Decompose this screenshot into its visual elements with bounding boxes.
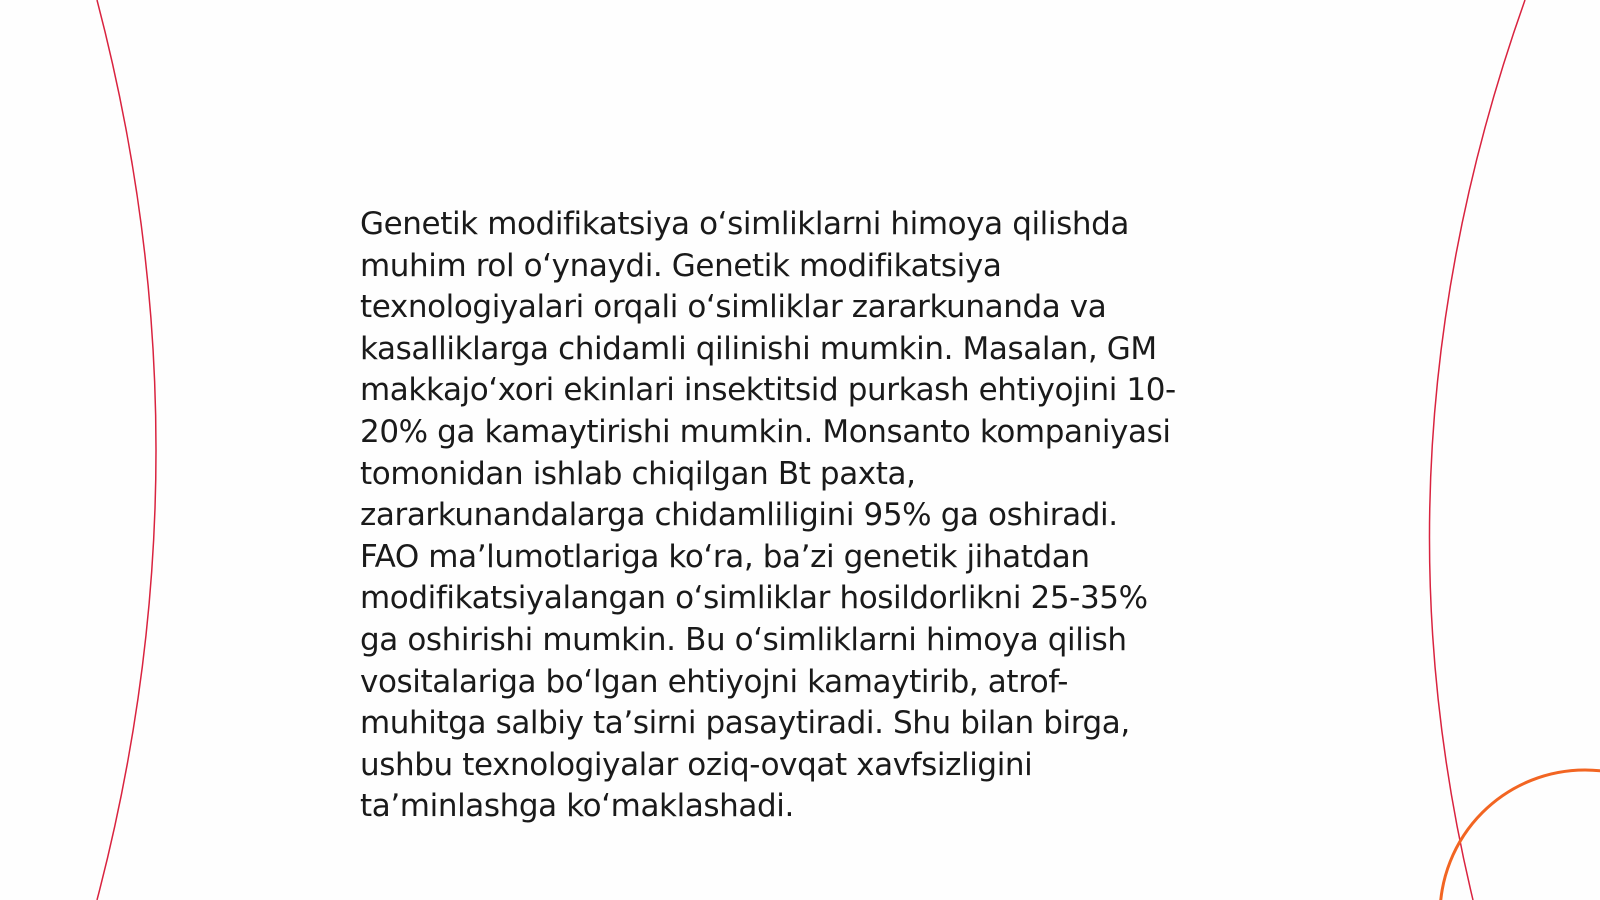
text-line: makkajo‘xori ekinlari insektitsid purkash ehtiyojini 10- — [360, 372, 1176, 409]
text-line: texnologiyalari orqali o‘simliklar zararkunanda va — [360, 289, 1107, 326]
text-line: ta’minlashga ko‘maklashadi. — [360, 788, 794, 825]
text-line: modifikatsiyalangan o‘simliklar hosildorlikni 25-35% — [360, 580, 1148, 617]
text-line: Genetik modifikatsiya o‘simliklarni himoya qilishda — [360, 206, 1129, 242]
text-line: ga oshirishi mumkin. Bu o‘simliklarni himoya qilish — [360, 621, 1127, 658]
text-line: kasalliklarga chidamli qilinishi mumkin. Masalan, GM — [360, 330, 1157, 367]
text-line: ushbu texnologiyalar oziq-ovqat xavfsizligini — [360, 746, 1033, 783]
text-line: tomonidan ishlab chiqilgan Bt paxta, — [360, 455, 916, 492]
text-line: zararkunandalarga chidamliligini 95% ga oshiradi. — [360, 497, 1118, 534]
right-red-arc — [1429, 0, 1525, 900]
left-red-arc — [97, 0, 156, 900]
orange-circle-arc — [1440, 770, 1600, 900]
text-line: 20% ga kamaytirishi mumkin. Monsanto kompaniyasi — [360, 413, 1171, 450]
text-line: vositalariga bo‘lgan ehtiyojni kamaytirib, atrof- — [360, 663, 1068, 700]
text-line: muhitga salbiy ta’sirni pasaytiradi. Shu bilan birga, — [360, 705, 1130, 742]
text-line: FAO ma’lumotlariga ko‘ra, ba’zi genetik jihatdan — [360, 538, 1090, 575]
body-paragraph — [360, 204, 1240, 828]
text-line: muhim rol o‘ynaydi. Genetik modifikatsiya — [360, 247, 1002, 284]
